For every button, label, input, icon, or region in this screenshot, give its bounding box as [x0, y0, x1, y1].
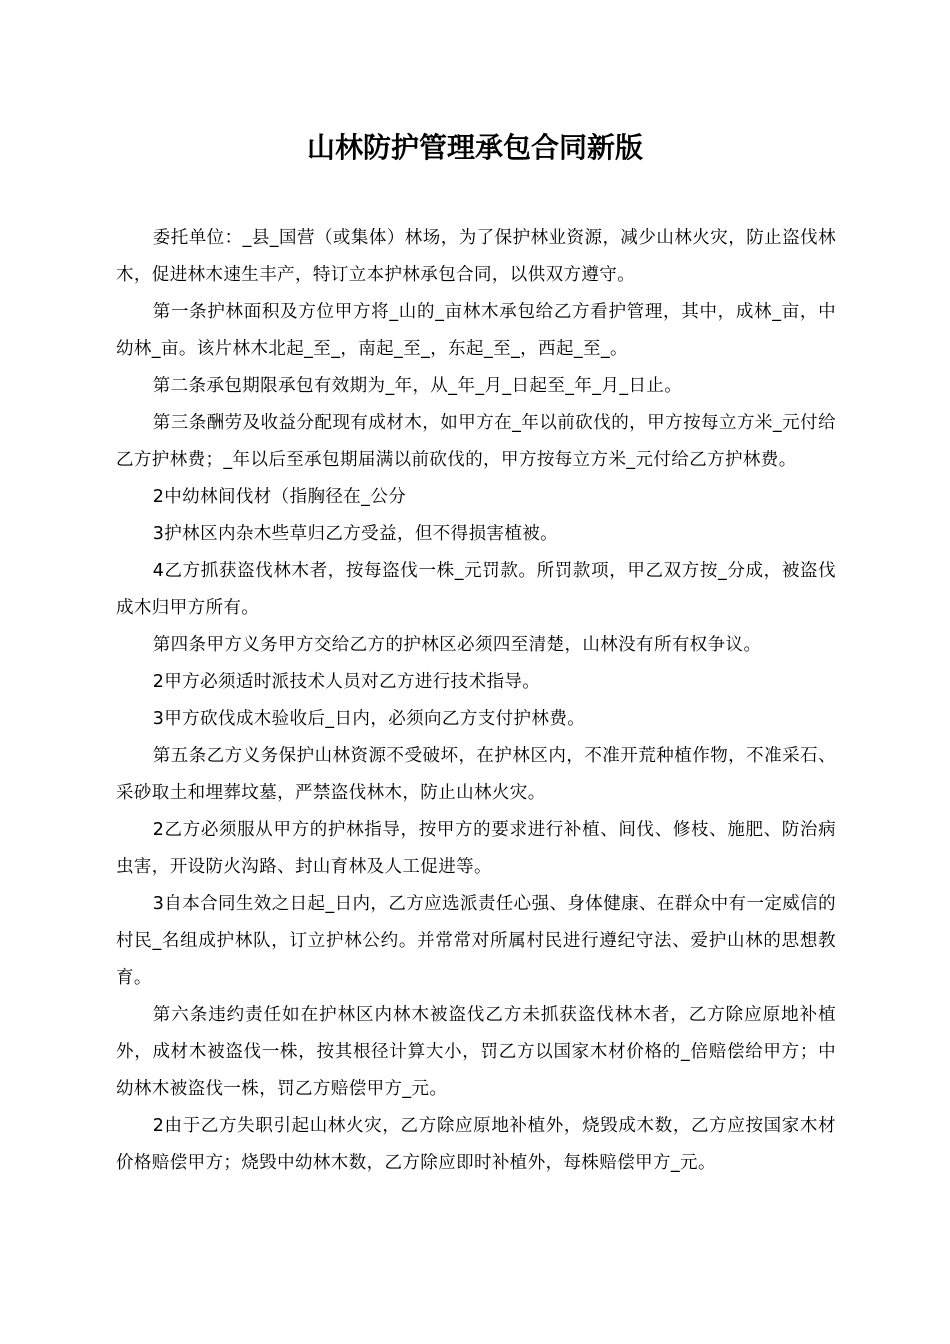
paragraph-article-3-item-2: 2中幼林间伐材（指胸径在_公分 — [152, 487, 407, 507]
paragraph-article-4: 第四条甲方义务甲方交给乙方的护林区必须四至清楚，山林没有所有权争议。 — [152, 635, 762, 655]
paragraph-article-6-item-2: 2由于乙方失职引起山林火灾，乙方除应原地补植外，烧毁成木数，乙方应按国家木材价格赔偿甲方；烧毁中幼林木数，乙方除应即时补植外，每株赔偿甲方_元。 — [116, 1116, 836, 1173]
paragraph-article-4-item-3: 3甲方砍伐成木验收后_日内，必须向乙方支付护林费。 — [152, 709, 586, 729]
paragraph-article-1: 第一条护林面积及方位甲方将_山的_亩林木承包给乙方看护管理，其中，成林_亩，中幼林_亩。该片林木北起_至_，南起_至_，东起_至_，西起_至_。 — [116, 302, 836, 359]
paragraph-article-2: 第二条承包期限承包有效期为_年，从_年_月_日起至_年_月_日止。 — [152, 376, 683, 396]
paragraph-entrusting-party: 委托单位：_县_国营（或集体）林场，为了保护林业资源，减少山林火灾，防止盗伐林木，促进林木速生丰产，特订立本护林承包合同，以供双方遵守。 — [116, 228, 836, 285]
paragraph-article-5: 第五条乙方义务保护山林资源不受破坏，在护林区内，不准开荒种植作物，不准采石、采砂取土和埋葬坟墓，严禁盗伐林木，防止山林火灾。 — [116, 746, 836, 803]
document-body — [116, 220, 836, 1182]
paragraph-article-5-item-3: 3自本合同生效之日起_日内，乙方应选派责任心强、身体健康、在群众中有一定威信的村民_名组成护林队，订立护林公约。并常常对所属村民进行遵纪守法、爱护山林的思想教育。 — [116, 894, 836, 988]
paragraph-article-5-item-2: 2乙方必须服从甲方的护林指导，按甲方的要求进行补植、间伐、修枝、施肥、防治病虫害，开设防火沟路、封山育林及人工促进等。 — [116, 820, 836, 877]
paragraph-article-3-item-3: 3护林区内杂木些草归乙方受益，但不得损害植被。 — [152, 524, 559, 544]
paragraph-article-6: 第六条违约责任如在护林区内林木被盗伐乙方未抓获盗伐林木者，乙方除应原地补植外，成材木被盗伐一株，按其根径计算大小，罚乙方以国家木材价格的_倍赔偿给甲方；中幼林木被盗伐一株，罚乙方赔偿甲方_元。 — [116, 1005, 836, 1099]
paragraph-article-4-item-2: 2甲方必须适时派技术人员对乙方进行技术指导。 — [152, 672, 541, 692]
document-title: 山林防护管理承包合同新版 — [306, 131, 643, 164]
paragraph-article-3-item-4: 4乙方抓获盗伐林木者，按每盗伐一株_元罚款。所罚款项，甲乙双方按_分成，被盗伐成木归甲方所有。 — [116, 561, 836, 618]
paragraph-article-3: 第三条酬劳及收益分配现有成材木，如甲方在_年以前砍伐的，甲方按每立方米_元付给乙方护林费；_年以后至承包期届满以前砍伐的，甲方按每立方米_元付给乙方护林费。 — [116, 413, 836, 470]
